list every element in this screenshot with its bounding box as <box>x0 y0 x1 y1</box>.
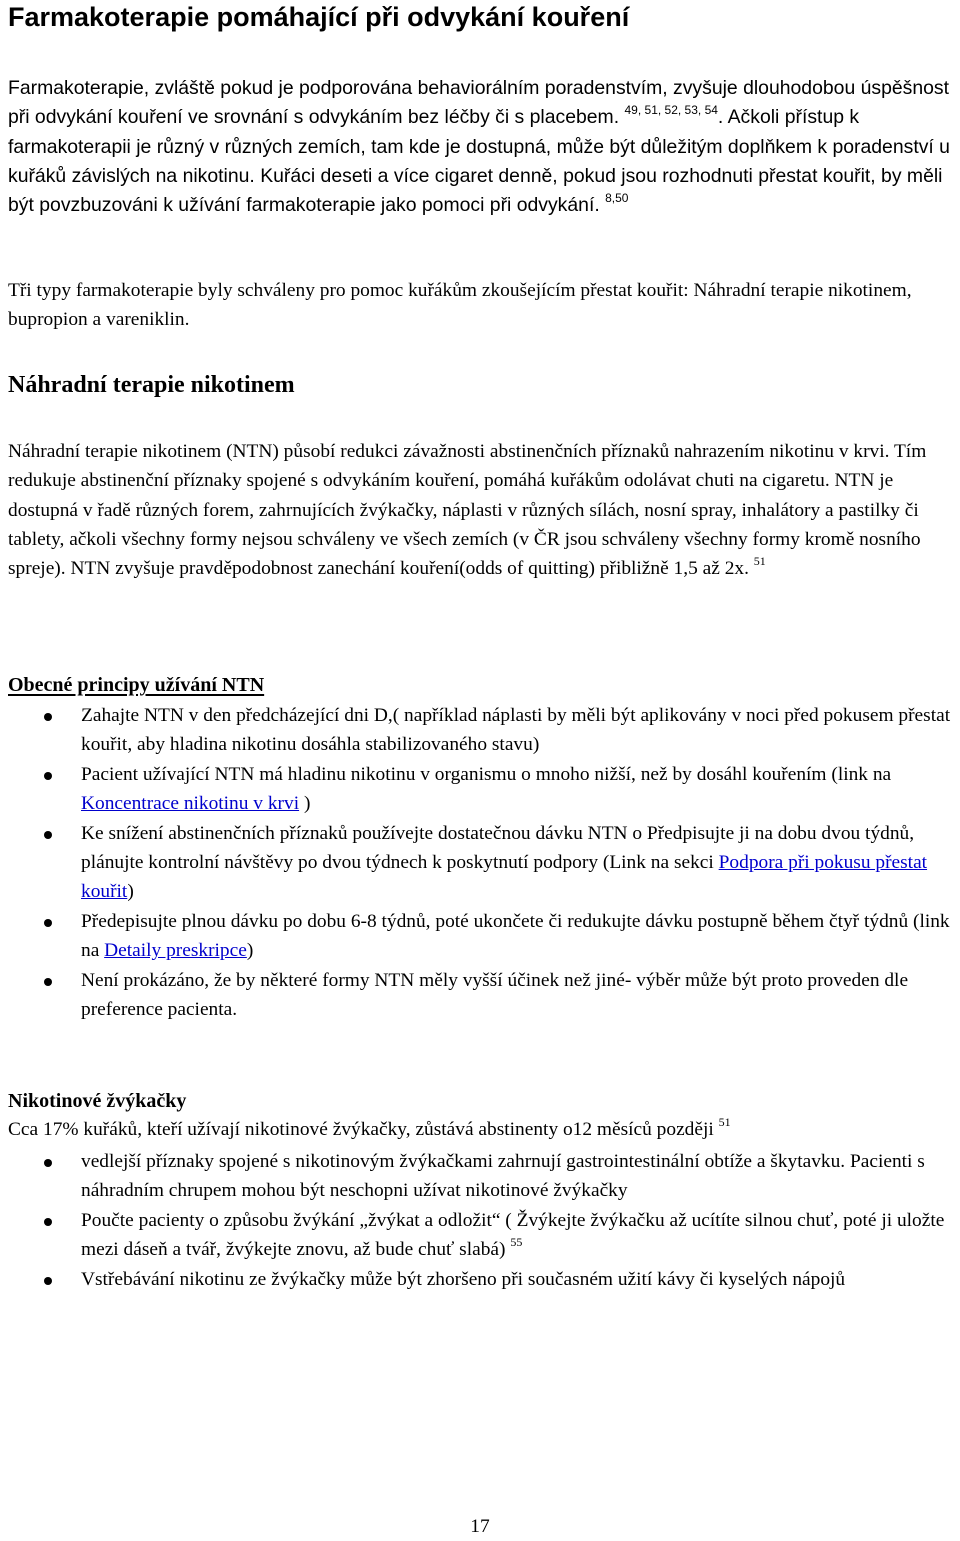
citation-ref: 49, 51, 52, 53, 54 <box>624 103 718 118</box>
gum-heading: Nikotinové žvýkačky <box>8 1090 187 1112</box>
list-item <box>8 907 958 966</box>
bullet-icon <box>44 919 52 927</box>
list-item <box>8 1265 958 1294</box>
section-heading-ntn: Náhradní terapie nikotinem <box>8 372 295 398</box>
intro-text-1: Farmakoterapie, zvláště pokud je podporována behaviorálním poradenstvím, zvyšuje dlouhodobou úspěšnost při odvykání kouření ve srovnání s odvykáním bez léčby či s placebem. <box>8 77 950 129</box>
bullet-icon <box>44 713 52 721</box>
types-paragraph: Tři typy farmakoterapie byly schváleny pro pomoc kuřákům zkoušejícím přestat kouřit: Náhradní terapie nikotinem, bupropion a vareniklin. <box>8 280 912 331</box>
intro-paragraph <box>8 74 958 220</box>
bullet-icon <box>44 1159 52 1167</box>
ntn-text: Náhradní terapie nikotinem (NTN) působí redukci závažnosti abstinenčních příznaků nahrazením nikotinu v krvi. Tím redukuje abstinenční příznaky spojené s odvykáním kouření, pomáhá kuřákům odolávat chuti na cigaretu. NTN je dostupná v řadě různých forem, zahrnujících žvýkačky, náplasti v různých sílách, nosní spray, inhalátory a pastilky či tablety, ačkoli všechny formy nejsou schváleny ve všech zemích (v ČR jsou schváleny všechny formy kromě nosního spreje). NTN zvyšuje pravděpodobnost zanechání kouření(odds of quitting) přibližně 1,5 až 2x. <box>8 441 927 580</box>
list-item-text: Předepisujte plnou dávku po dobu 6-8 týdnů, poté ukončete či redukujte dávku postupně během čtyř týdnů (link na <box>81 910 950 962</box>
list-item <box>8 1206 958 1265</box>
list-item <box>8 701 958 760</box>
list-item <box>8 760 958 819</box>
list-item-text: Vstřebávání nikotinu ze žvýkačky může být zhoršeno při současném užití kávy či kyselých nápojů <box>81 1268 846 1290</box>
page-title: Farmakoterapie pomáhající při odvykání kouření <box>8 2 630 32</box>
citation-ref: 8,50 <box>605 191 629 206</box>
bullet-icon <box>44 1277 52 1285</box>
bullet-icon <box>44 978 52 986</box>
citation-ref: 51 <box>753 554 766 569</box>
citation-ref: 55 <box>510 1235 523 1250</box>
link-quit-support[interactable]: Podpora při pokusu přestat kouřit <box>81 852 928 903</box>
link-nicotine-concentration[interactable]: Koncentrace nikotinu v krvi <box>81 793 300 815</box>
citation-ref: 51 <box>718 1115 731 1129</box>
list-item-text: vedlejší příznaky spojené s nikotinovým žvýkačkami zahrnují gastrointestinální obtíže a škytavku. Pacienti s náhradním chrupem mohou být neschopni užívat nikotinové žvýkačky <box>81 1151 925 1202</box>
list-item-text: Pacient užívající NTN má hladinu nikotinu v organismu o mnoho nižší, než by dosáhl kouřením (link na <box>81 763 892 785</box>
list-item-text: ) <box>299 793 311 815</box>
bullet-icon <box>44 772 52 780</box>
bullet-icon <box>44 831 52 839</box>
list-item <box>8 819 958 907</box>
ntn-paragraph <box>8 437 958 583</box>
gum-intro <box>8 1115 958 1144</box>
list-item <box>8 966 958 1025</box>
list-item-text: Ke snížení abstinenčních příznaků používejte dostatečnou dávku NTN o Předpisujte ji na dobu dvou týdnů, plánujte kontrolní návštěvy po dvou týdnech k poskytnutí podpory (Link na sekci <box>81 822 915 874</box>
principles-list <box>8 701 958 1024</box>
principles-heading: Obecné principy užívání NTN <box>8 674 265 696</box>
list-item <box>8 1147 958 1206</box>
intro-text-2: . Ačkoli přístup k farmakoterapii je různý v různých zemích, tam kde je dostupná, může být důležitým doplňkem k poradenství u kuřáků závislých na nikotinu. Kuřáci deseti a více cigaret denně, pokud jsou rozhodnuti přestat kouřit, by měli být povzbuzováni k užívání farmakoterapie jako pomoci při odvykání. <box>8 106 950 217</box>
list-item-text: Není prokázáno, že by některé formy NTN měly vyšší účinek než jiné- výběr může být proto proveden dle preference pacienta. <box>81 969 909 1021</box>
gum-intro-text: Cca 17% kuřáků, kteří užívají nikotinové žvýkačky, zůstává abstinenty o12 měsíců později <box>8 1119 719 1140</box>
bullet-icon <box>44 1218 52 1226</box>
list-item-text: ) <box>127 881 134 903</box>
list-item-text: Zahajte NTN v den předcházející dni D,( například náplasti by měli být aplikovány v noci před pokusem přestat kouřit, aby hladina nikotinu dosáhla stabilizovaného stavu) <box>81 705 951 756</box>
list-item-text: ) <box>246 940 254 962</box>
link-prescription-details[interactable]: Detaily preskripce <box>104 940 247 962</box>
gum-list <box>8 1147 958 1294</box>
list-item-text: Poučte pacienty o způsobu žvýkání „žvýkat a odložit“ ( Žvýkejte žvýkačku až ucítíte silnou chuť, poté ji uložte mezi dáseň a tvář, žvýkejte znovu, až bude chuť slabá) <box>81 1209 945 1261</box>
page-number: 17 <box>470 1516 490 1537</box>
